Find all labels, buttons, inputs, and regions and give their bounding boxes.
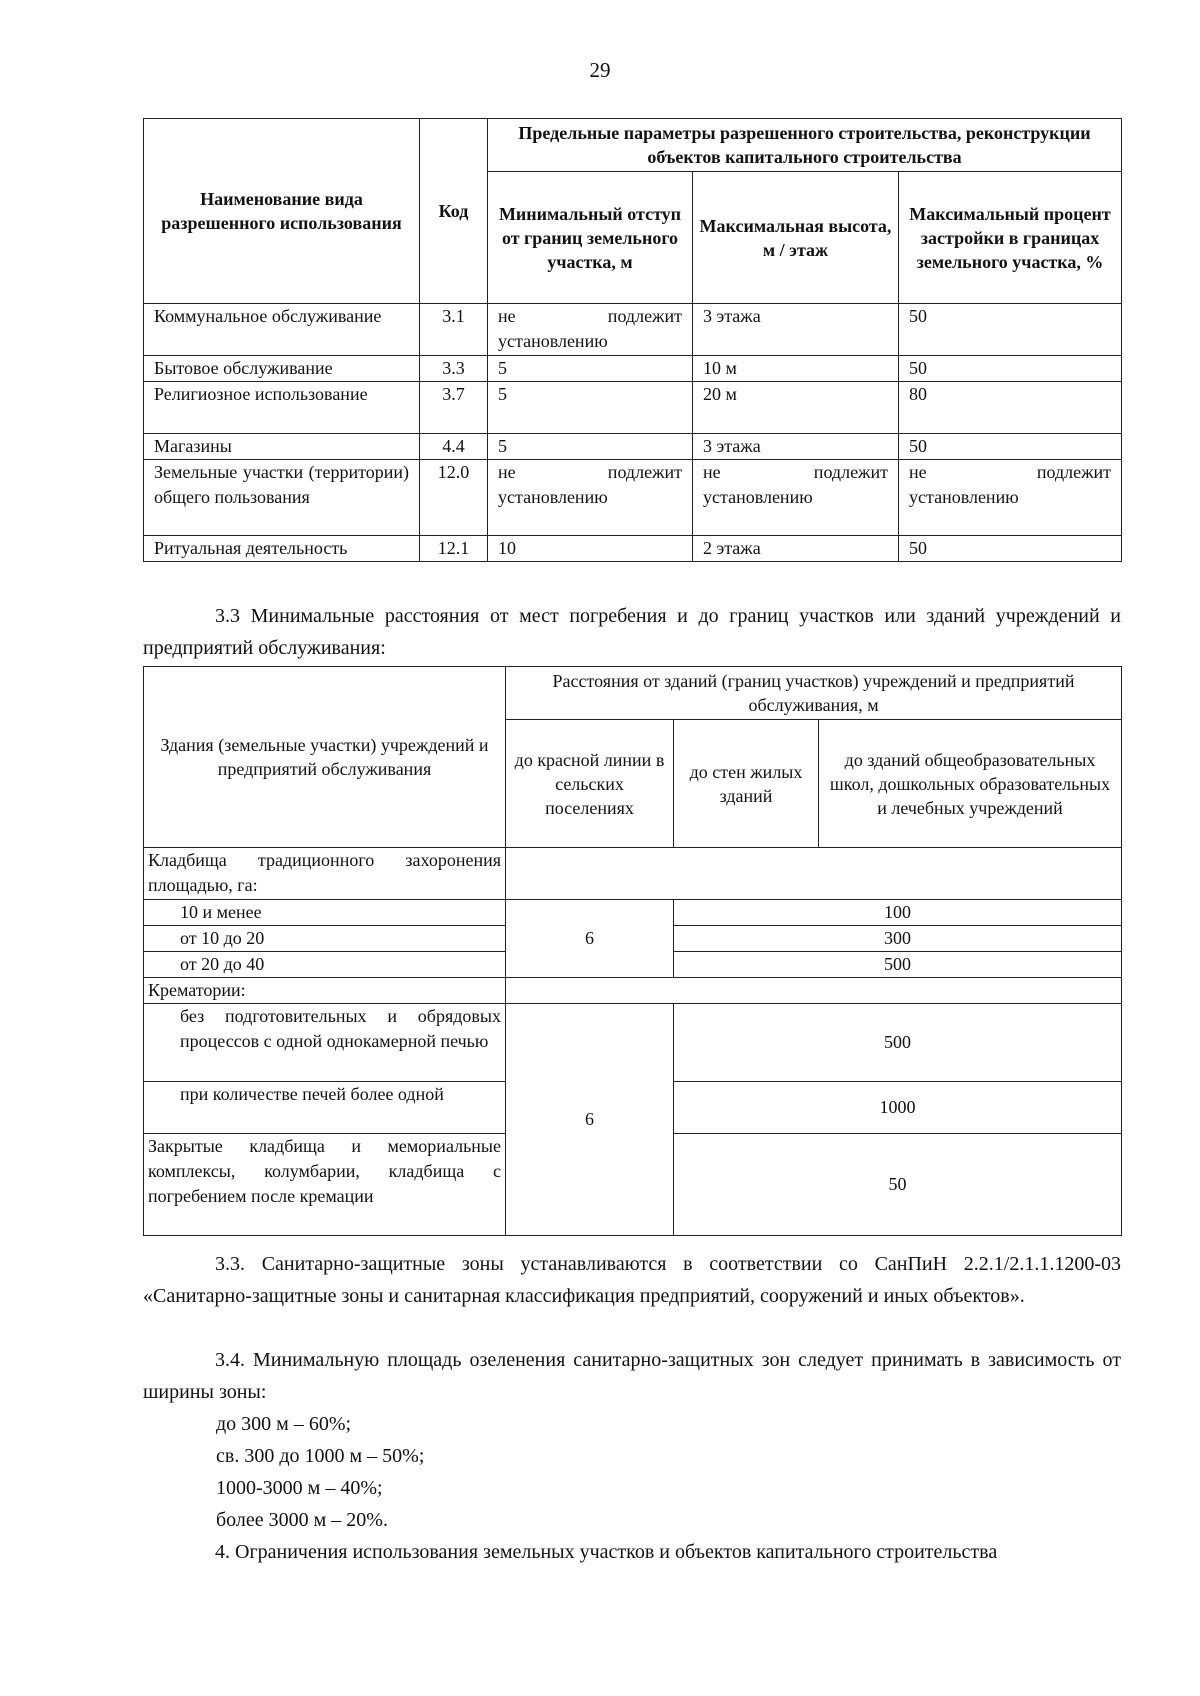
- list-item: св. 300 до 1000 м – 50%;: [216, 1445, 425, 1467]
- cell-percent: 50: [899, 536, 1122, 562]
- cell-code: 4.4: [420, 434, 488, 460]
- header-schools: до зданий общеобразовательных школ, дошкольных образовательных и лечебных учреждений: [819, 720, 1122, 848]
- cell-code: 3.1: [420, 304, 488, 356]
- cell-offset: 10: [488, 536, 693, 562]
- closed-cemeteries-value: 50: [674, 1134, 1122, 1236]
- table-row: [144, 978, 1122, 1004]
- table-row: [144, 356, 1122, 382]
- cell-code: 3.7: [420, 382, 488, 434]
- table-row: [144, 848, 1122, 900]
- cell-offset: не подлежит установлению: [488, 460, 693, 536]
- paragraph-3-3: 3.3. Санитарно-защитные зоны устанавливаются в соответствии со СанПиН 2.2.1/2.1.1.1200-03 «Санитарно-защитные зоны и санитарная классификация предприятий, сооружений и иных объектов».: [143, 1253, 1121, 1307]
- paragraph-4: 4. Ограничения использования земельных участков и объектов капитального строительства: [215, 1541, 998, 1563]
- cemetery-distance-value: 500: [674, 952, 1122, 978]
- table-row: [144, 1004, 1122, 1082]
- cemetery-distance-value: 100: [674, 900, 1122, 926]
- header-group: Предельные параметры разрешенного строительства, реконструкции объектов капитального строительства: [488, 119, 1122, 172]
- cell-offset: 5: [488, 382, 693, 434]
- header-max-percent: Максимальный процент застройки в границах земельного участка, %: [899, 172, 1122, 304]
- table-row: [144, 434, 1122, 460]
- header-max-height: Максимальная высота, м / этаж: [693, 172, 899, 304]
- cemetery-red-line-value: 6: [506, 900, 674, 978]
- cell-height: 20 м: [693, 382, 899, 434]
- header-name: Наименование вида разрешенного использования: [144, 119, 420, 304]
- cell-height: не подлежит установлению: [693, 460, 899, 536]
- cell-offset: 5: [488, 434, 693, 460]
- cemeteries-label: Кладбища традиционного захоронения площадью, га:: [144, 848, 506, 900]
- empty-cell: [506, 978, 1122, 1004]
- cell-height: 3 этажа: [693, 304, 899, 356]
- cemetery-size-label: от 10 до 20: [144, 926, 506, 952]
- empty-cell: [506, 848, 1122, 900]
- cell-name: Бытовое обслуживание: [144, 356, 420, 382]
- cell-name: Земельные участки (территории) общего пользования: [144, 460, 420, 536]
- table-row: [144, 460, 1122, 536]
- cell-percent: 50: [899, 434, 1122, 460]
- crematoria-red-line-value: 6: [506, 1004, 674, 1236]
- header-min-offset: Минимальный отступ от границ земельного участка, м: [488, 172, 693, 304]
- header-distances-group: Расстояния от зданий (границ участков) учреждений и предприятий обслуживания, м: [506, 667, 1122, 720]
- table-row: [144, 900, 1122, 926]
- table-row: [144, 536, 1122, 562]
- cell-percent: не подлежит установлению: [899, 460, 1122, 536]
- cell-code: 12.0: [420, 460, 488, 536]
- cell-percent: 50: [899, 304, 1122, 356]
- cell-percent: 50: [899, 356, 1122, 382]
- burial-distances-table: [143, 666, 1122, 1236]
- crematoria-distance-value: 1000: [674, 1082, 1122, 1134]
- table-row: [144, 382, 1122, 434]
- cell-name: Коммунальное обслуживание: [144, 304, 420, 356]
- list-item: более 3000 м – 20%.: [216, 1509, 388, 1531]
- cemetery-size-label: 10 и менее: [144, 900, 506, 926]
- header-red-line: до красной линии в сельских поселениях: [506, 720, 674, 848]
- table-row: [144, 304, 1122, 356]
- cell-name: Религиозное использование: [144, 382, 420, 434]
- cell-height: 2 этажа: [693, 536, 899, 562]
- cell-offset: не подлежит установлению: [488, 304, 693, 356]
- header-buildings: Здания (земельные участки) учреждений и предприятий обслуживания: [144, 667, 506, 848]
- section-3-3-intro: 3.3 Минимальные расстояния от мест погребения и до границ участков или зданий учреждений и предприятий обслуживания:: [143, 605, 1121, 659]
- cell-code: 12.1: [420, 536, 488, 562]
- cell-height: 10 м: [693, 356, 899, 382]
- paragraph-3-4: 3.4. Минимальную площадь озеленения санитарно-защитных зон следует принимать в зависимость от ширины зоны:: [143, 1349, 1121, 1403]
- header-walls: до стен жилых зданий: [674, 720, 819, 848]
- crematoria-type-label: при количестве печей более одной: [144, 1082, 506, 1134]
- closed-cemeteries-label: Закрытые кладбища и мемориальные комплексы, колумбарии, кладбища с погребением после кремации: [144, 1134, 506, 1236]
- cell-percent: 80: [899, 382, 1122, 434]
- crematoria-distance-value: 500: [674, 1004, 1122, 1082]
- crematoria-label: Крематории:: [144, 978, 506, 1004]
- cell-code: 3.3: [420, 356, 488, 382]
- cell-name: Ритуальная деятельность: [144, 536, 420, 562]
- header-code: Код: [420, 119, 488, 304]
- list-item: 1000-3000 м – 40%;: [216, 1477, 383, 1499]
- building-parameters-table: [143, 118, 1122, 562]
- page-number: 29: [589, 58, 611, 82]
- list-item: до 300 м – 60%;: [216, 1413, 352, 1435]
- cell-name: Магазины: [144, 434, 420, 460]
- cemetery-distance-value: 300: [674, 926, 1122, 952]
- cemetery-size-label: от 20 до 40: [144, 952, 506, 978]
- crematoria-type-label: без подготовительных и обрядовых процессов с одной однокамерной печью: [144, 1004, 506, 1082]
- cell-height: 3 этажа: [693, 434, 899, 460]
- cell-offset: 5: [488, 356, 693, 382]
